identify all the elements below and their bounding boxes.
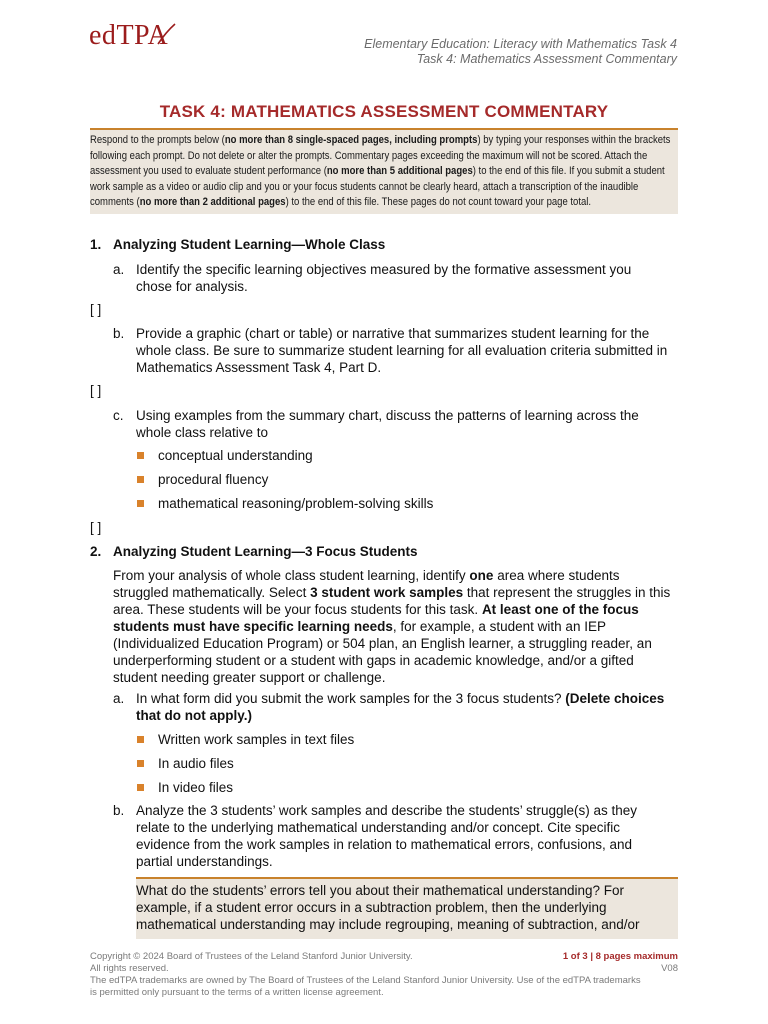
bullet-1c-2: procedural fluency <box>137 471 268 488</box>
bullet-1c-1: conceptual understanding <box>137 447 313 464</box>
header-line-1: Elementary Education: Literacy with Mathematics Task 4 <box>364 37 677 51</box>
footer-page-info <box>563 951 678 975</box>
intro-instructions: Respond to the prompts below (no more than 8 single-spaced pages, including prompts) by typing your responses within the brackets following each prompt. Do not delete or alter the prompts. Commentary pages exceeding the maximum will not be scored. Attach the assessment you used to evaluate student performance (no more than 5 additional pages) to the end of this file. If you submit a student work sample as a video or audio clip and you or your focus students cannot be clearly heard, attach a transcription of the inaudible comments (no more than 2 additional pages) to the end of this file. These pages do not count toward your page total. <box>90 128 678 214</box>
footer-copyright: Copyright © 2024 Board of Trustees of the Leland Stanford Junior University. All rights reserved. The edTPA trademarks are owned by The Board of Trustees of the Leland Stanford Junior University. Use of the edTPA trademarks is permitted only pursuant to the terms of a written license agreement. <box>90 951 641 998</box>
logo-tpa-text: TPA <box>116 20 168 51</box>
response-bracket-1a[interactable]: [ ] <box>90 302 102 317</box>
response-bracket-1c[interactable]: [ ] <box>90 520 102 535</box>
bullet-2a-1: Written work samples in text files <box>137 731 354 748</box>
edtpa-logo <box>89 20 168 52</box>
page-title: TASK 4: MATHEMATICS ASSESSMENT COMMENTARY <box>159 102 609 121</box>
prompt-1a: a. Identify the specific learning objectives measured by the formative assessment you chose for analysis. <box>113 262 632 294</box>
header-task-info <box>364 37 677 67</box>
header-line-2: Task 4: Mathematics Assessment Commentary <box>416 52 677 66</box>
prompt-2a: a. In what form did you submit the work samples for the 3 focus students? (Delete choices that do not apply.) <box>113 691 665 723</box>
page-indicator: 1 of 3 | 8 pages maximum <box>562 951 678 962</box>
section-1-heading: 1. Analyzing Student Learning—Whole Class <box>90 237 386 252</box>
logo-ed-text: ed <box>89 20 117 51</box>
version-label: V08 <box>661 963 678 974</box>
section-2-instructions: From your analysis of whole class student learning, identify one area where students struggled mathematically. Select 3 student work samples that represent the struggles in this area. These students will be your focus students for this task. At least one of the focus students must have specific learning needs, for example, a student with an IEP (Individualized Education Program) or 504 plan, an English learner, a struggling reader, an underperforming student or a student with gaps in academic knowledge, and/or a gifted student needing greater support or challenge. <box>113 568 671 685</box>
logo-swoosh-icon <box>156 22 176 46</box>
prompt-2b: b. Analyze the 3 students’ work samples and describe the students’ struggle(s) as they relate to the underlying mathematical understanding and/or concept. Cite specific evidence from the work samples in relation to mathematical errors, confusions, and partial understandings. <box>113 803 638 869</box>
prompt-1c: c. Using examples from the summary chart, discuss the patterns of learning across the whole class relative to <box>113 408 639 440</box>
bullet-1c-3: mathematical reasoning/problem-solving skills <box>137 495 433 512</box>
bullet-2a-2: In audio files <box>137 755 234 772</box>
response-bracket-1b[interactable]: [ ] <box>90 383 102 398</box>
prompt-1b: b. Provide a graphic (chart or table) or narrative that summarizes student learning for the whole class. Be sure to summarize student learning for all evaluation criteria submitted in Mathematics Assessment Task 4, Part D. <box>113 326 668 375</box>
bullet-2a-3: In video files <box>137 779 233 796</box>
prompt-2b-guidance: What do the students’ errors tell you about their mathematical understanding? For example, if a student error occurs in a subtraction problem, then the underlying mathematical understanding may include regrouping, meaning of subtraction, and/or <box>136 877 678 939</box>
section-2-heading: 2. Analyzing Student Learning—3 Focus Students <box>90 544 418 559</box>
